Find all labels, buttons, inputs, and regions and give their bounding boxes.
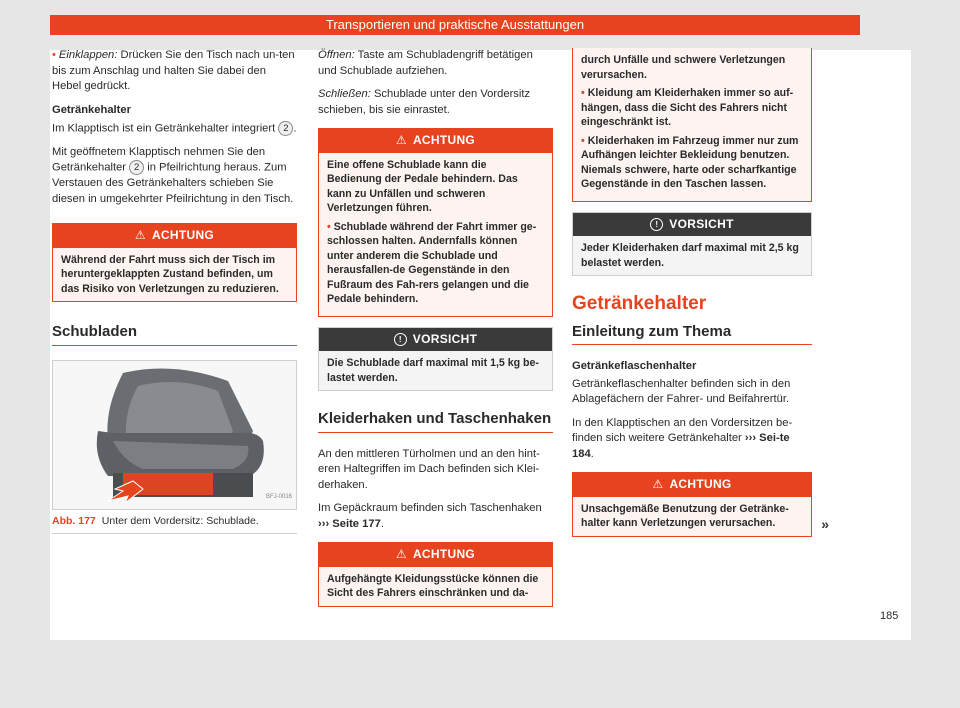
term-schliessen: Schließen: xyxy=(318,88,371,100)
paragraph-schliessen xyxy=(318,87,553,118)
page-reference-link[interactable]: ››› Seite 177 xyxy=(318,517,381,530)
subheading-flaschenhalter: Getränkeflaschenhalter xyxy=(572,360,697,372)
text: Kleidung am Kleiderhaken immer so auf-hängen, dass die Sicht des Fahrers nicht eingeschränkt ist. xyxy=(581,87,794,128)
figure-code: BFJ-0016 xyxy=(265,494,292,501)
warning-title: ACHTUNG xyxy=(151,228,215,243)
bullet-icon: • xyxy=(327,220,331,233)
warning-header xyxy=(573,473,811,497)
warning-bullet xyxy=(327,220,544,307)
paragraph-einklappen xyxy=(52,48,297,95)
term-oeffnen: Öffnen: xyxy=(318,49,355,61)
paragraph-integriert: Im Klapptisch ist ein Getränkehalter integriert 2 . xyxy=(52,122,297,135)
column-1 xyxy=(52,48,297,534)
warning-triangle-icon: ⚠ xyxy=(395,547,407,561)
warning-box xyxy=(52,223,297,302)
section-heading-schubladen: Schubladen xyxy=(52,324,297,346)
caution-header xyxy=(573,213,811,237)
text: Mit geöffnetem Klapptisch nehmen Sie den Getränkehalter xyxy=(52,145,266,174)
warning-bullet xyxy=(581,86,803,130)
section-heading-kleiderhaken: Kleiderhaken und Taschenhaken xyxy=(318,411,553,433)
warning-text xyxy=(573,48,811,201)
warning-bullet xyxy=(581,134,803,192)
figure-caption xyxy=(52,510,297,535)
warning-triangle-icon: ⚠ xyxy=(652,477,664,491)
column-2 xyxy=(318,48,553,617)
bullet-icon: • xyxy=(581,87,585,99)
warning-box-continued xyxy=(572,48,812,202)
warning-title: ACHTUNG xyxy=(669,477,732,491)
info-icon: ! xyxy=(650,218,663,231)
warning-text: Während der Fahrt muss sich der Tisch im heruntergeklappten Zustand befinden, um das Risiko von Verletzungen zu reduzieren. xyxy=(61,253,279,295)
bullet-icon: • xyxy=(52,49,56,61)
page-number: 185 xyxy=(880,610,899,622)
bullet-icon: • xyxy=(581,134,585,147)
warning-box xyxy=(318,542,553,607)
paragraph-taschenhaken: Im Gepäckraum befinden sich Taschenhaken ››› Seite 177. xyxy=(318,502,542,530)
figure-seat-drawer xyxy=(52,360,297,510)
caution-text: Die Schublade darf maximal mit 1,5 kg be-lastet werden. xyxy=(327,357,539,384)
warning-title: ACHTUNG xyxy=(412,133,476,147)
text: Taste am Schubladengriff betätigen und Schublade aufziehen. xyxy=(318,49,533,77)
callout-number: 2 xyxy=(278,121,293,136)
text: Im Klapptisch ist ein Getränkehalter integriert xyxy=(52,122,276,135)
callout-number: 2 xyxy=(129,160,144,175)
paragraph-klapptische: In den Klapptischen an den Vordersitzen be-finden sich weitere Getränkehalter ››› Sei-te 184. xyxy=(572,416,793,460)
warning-triangle-icon: ⚠ xyxy=(134,228,146,243)
column-3 xyxy=(572,48,829,547)
section-heading-einleitung: Einleitung zum Thema xyxy=(572,324,812,346)
info-icon: ! xyxy=(394,333,407,346)
seat-illustration xyxy=(53,361,296,509)
paragraph-kleiderhaken: An den mittleren Türholmen und an den hint-eren Haltegriffen im Dach befinden sich Klei-derhaken. xyxy=(318,447,540,491)
caution-title: VORSICHT xyxy=(412,331,478,346)
caution-box xyxy=(572,212,812,277)
warning-header xyxy=(319,543,552,567)
figure-label: Abb. 177 xyxy=(52,514,96,527)
text: In den Klapptischen an den Vordersitzen be-finden sich weitere Getränkehalter xyxy=(572,416,793,444)
chapter-heading-getraenkehalter: Getränkehalter xyxy=(572,293,707,314)
text: Drücken Sie den Tisch nach un-ten bis zum Anschlag und halten Sie dabei den Hebel gedrückt. xyxy=(52,49,295,92)
subheading-getraenkehalter: Getränkehalter xyxy=(52,103,131,116)
caution-text: Jeder Kleiderhaken darf maximal mit 2,5 kg belastet werden. xyxy=(581,242,799,269)
text: Schublade während der Fahrt immer ge-schlossen halten. Andernfalls können unter anderem die Schublade und herausfallen-de Gegenstände in den Fußraum des Fah-rers gelangen und die Pedale behindern. xyxy=(327,220,537,305)
page-reference-link[interactable]: ››› Sei-te 184 xyxy=(572,432,790,460)
paragraph-oeffnen xyxy=(318,48,553,79)
warning-title: ACHTUNG xyxy=(412,547,476,561)
page-header: Transportieren und praktische Ausstattungen xyxy=(50,15,860,35)
warning-paragraph: Eine offene Schublade kann die Bedienung der Pedale behindern. Das kann zu Unfällen und schweren Verletzungen führen. xyxy=(327,158,518,214)
continue-marker: » xyxy=(821,516,829,532)
warning-paragraph: durch Unfälle und schwere Verletzungen verursachen. xyxy=(581,54,786,81)
caution-header xyxy=(319,328,552,352)
warning-text xyxy=(319,153,552,316)
warning-header xyxy=(319,129,552,153)
term-einklappen: Einklappen: xyxy=(58,49,118,61)
text: in Pfeilrichtung heraus. Zum Verstauen des Getränkehalters schieben Sie diesen in umgekehrter Pfeilrichtung in den Tisch. xyxy=(52,161,294,205)
paragraph-flaschenhalter: Getränkeflaschenhalter befinden sich in den Ablagefächern der Fahrer- und Beifahrertür. xyxy=(572,377,791,405)
caution-box xyxy=(318,327,553,392)
warning-text: Aufgehängte Kleidungsstücke können die Sicht des Fahrers einschränken und da- xyxy=(327,572,539,599)
warning-triangle-icon: ⚠ xyxy=(395,133,407,147)
warning-header xyxy=(53,224,296,248)
figure-caption-text: Unter dem Vordersitz: Schublade. xyxy=(101,514,259,527)
text: Im Gepäckraum befinden sich Taschenhaken xyxy=(318,502,542,514)
warning-box xyxy=(318,128,553,317)
warning-box xyxy=(572,472,829,537)
caution-title: VORSICHT xyxy=(669,216,734,231)
text: Schublade unter den Vordersitz schieben, bis sie einrastet. xyxy=(318,88,531,116)
warning-text: Unsachgemäße Benutzung der Getränke-halter kann Verletzungen verursachen. xyxy=(581,502,789,529)
text: Kleiderhaken im Fahrzeug immer nur zum Aufhängen leichter Bekleidung benutzen. Niemals schwere, harte oder scharfkantige Gegenstände in den Taschen lassen. xyxy=(581,134,799,190)
paragraph-oeffnen-tisch xyxy=(52,145,297,207)
